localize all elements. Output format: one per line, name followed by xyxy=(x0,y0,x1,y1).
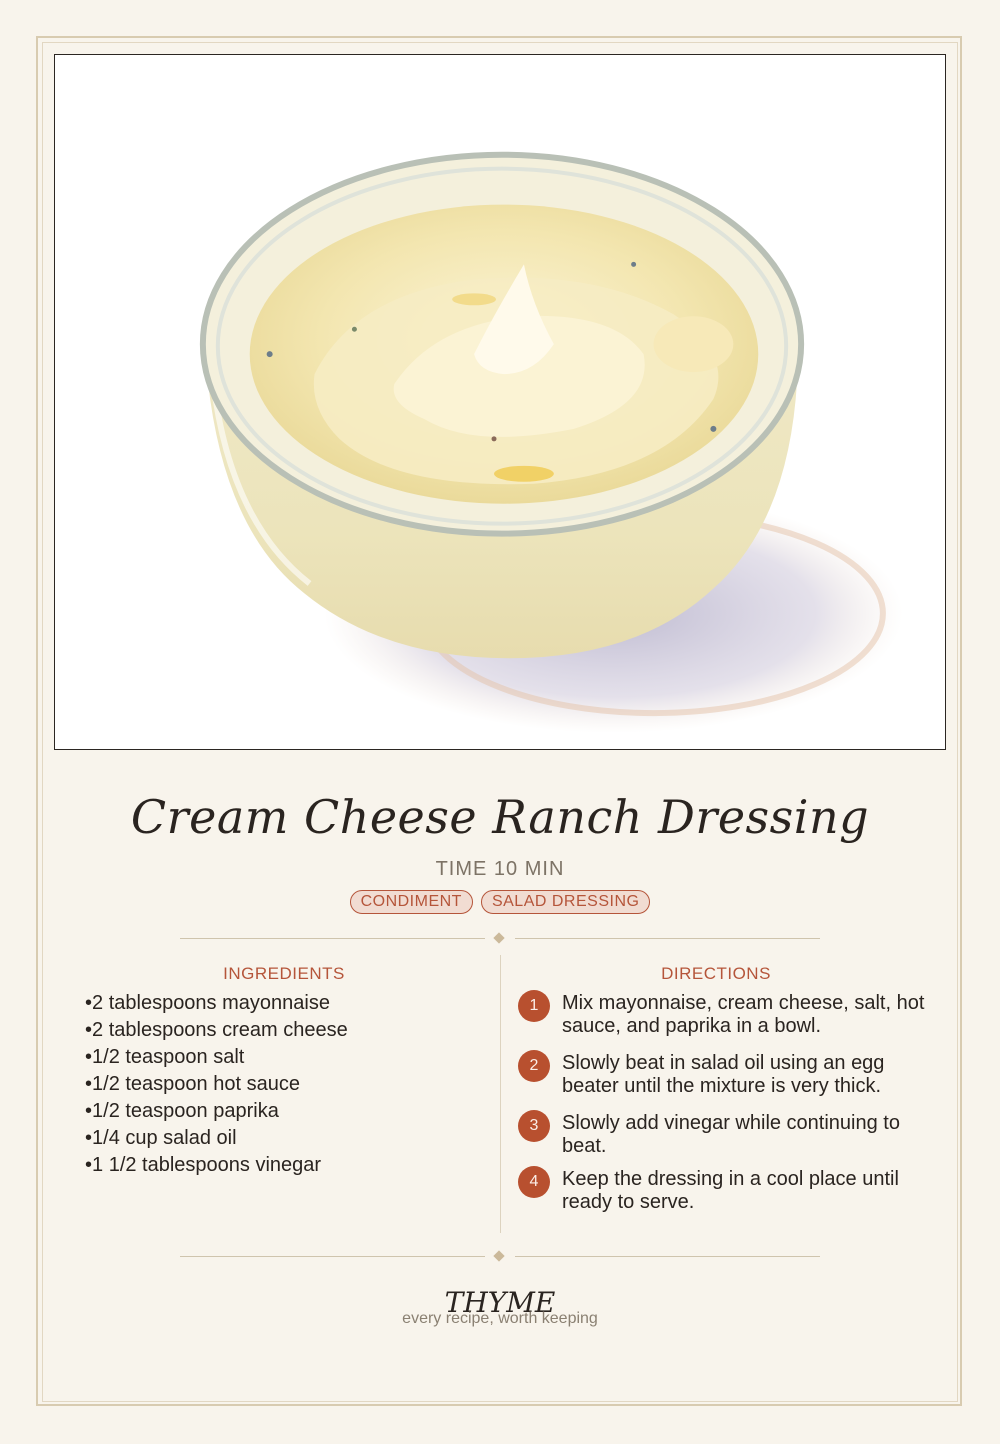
ingredient-item: • 2 tablespoons cream cheese xyxy=(85,1017,348,1044)
dressing-bowl-illustration xyxy=(54,54,946,750)
brand-tagline: every recipe, worth keeping xyxy=(402,1310,598,1327)
step-number-badge: 2 xyxy=(518,1050,550,1082)
step-text: Keep the dressing in a cool place until ready to serve. xyxy=(562,1168,899,1213)
column-divider xyxy=(500,955,501,1233)
ingredient-item: • 1 1/2 tablespoons vinegar xyxy=(85,1152,348,1179)
ingredient-item: • 2 tablespoons mayonnaise xyxy=(85,990,348,1017)
step-number-badge: 3 xyxy=(518,1110,550,1142)
prep-time: TIME 10 MIN xyxy=(435,858,565,880)
section-divider-bottom xyxy=(180,1250,820,1264)
diamond-ornament-icon xyxy=(493,1250,504,1261)
ingredient-item: • 1/4 cup salad oil xyxy=(85,1125,348,1152)
tag-list xyxy=(0,890,1000,914)
tag-condiment[interactable]: CONDIMENT xyxy=(350,890,473,914)
directions-heading: DIRECTIONS xyxy=(661,964,771,983)
step-text: Mix mayonnaise, cream cheese, salt, hot sauce, and paprika in a bowl. xyxy=(562,992,925,1037)
tag-salad-dressing[interactable]: SALAD DRESSING xyxy=(481,890,650,914)
recipe-title: Cream Cheese Ranch Dressing xyxy=(130,790,870,844)
ingredient-item: • 1/2 teaspoon salt xyxy=(85,1044,348,1071)
step-text: Slowly beat in salad oil using an egg beater until the mixture is very thick. xyxy=(562,1052,885,1097)
bowl-image xyxy=(55,55,945,749)
ingredient-item: • 1/2 teaspoon paprika xyxy=(85,1098,348,1125)
section-divider-top xyxy=(180,932,820,946)
ingredient-list xyxy=(85,990,348,1179)
step-number-badge: 1 xyxy=(518,990,550,1022)
step-number-badge: 4 xyxy=(518,1166,550,1198)
step-text: Slowly add vinegar while continuing to beat. xyxy=(562,1112,900,1157)
brand-logo: THYME xyxy=(444,1286,556,1319)
ingredients-heading: INGREDIENTS xyxy=(223,964,345,983)
diamond-ornament-icon xyxy=(493,932,504,943)
ingredient-item: • 1/2 teaspoon hot sauce xyxy=(85,1071,348,1098)
